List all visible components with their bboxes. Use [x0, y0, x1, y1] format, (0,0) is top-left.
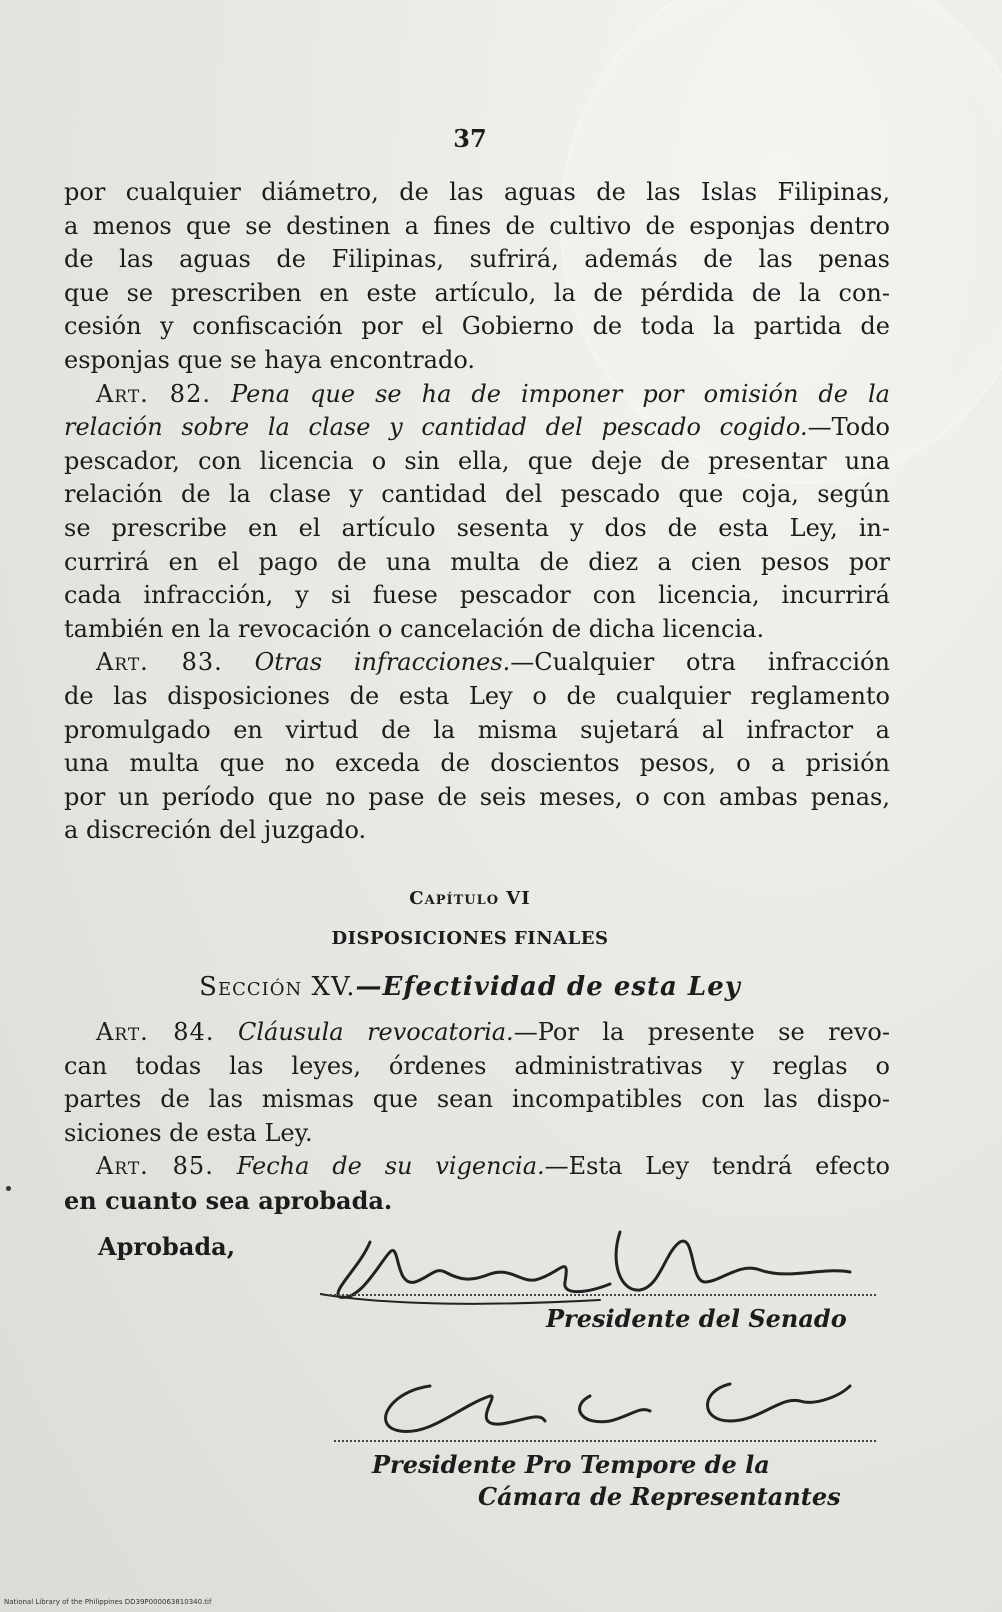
text-line: por un período que no pase de seis meses, o con ambas penas,: [64, 782, 890, 811]
page-number: 37: [453, 124, 487, 153]
text-line: currirá en el pago de una multa de diez a cien pesos por: [64, 547, 890, 576]
article-83-heading: [64, 646, 890, 680]
section-heading: [0, 972, 940, 1002]
body-text-upper: [64, 176, 890, 848]
text-line: en cuanto sea aprobada.: [64, 1185, 393, 1215]
text-line: promulgado en virtud de la misma sujetará al infractor a: [64, 715, 890, 744]
text-line: de las disposiciones de esta Ley o de cualquier reglamento: [64, 681, 890, 710]
text-line: a menos que se destinen a fines de cultivo de esponjas dentro: [64, 211, 890, 240]
text-line: a discreción del juzgado.: [64, 816, 367, 845]
article-label: Art. 84.: [96, 1018, 215, 1046]
text-line: por cualquier diámetro, de las aguas de las Islas Filipinas,: [64, 178, 890, 206]
text-line: siciones de esta Ley.: [64, 1118, 313, 1147]
text-line: partes de las mismas que sean incompatibles con las dispo-: [64, 1085, 890, 1114]
chapter-title: DISPOSICIONES FINALES: [331, 928, 609, 949]
article-title: Cláusula revocatoria.: [238, 1018, 514, 1046]
text-line: pescador, con licencia o sin ella, que deje de presentar una: [64, 446, 890, 475]
article-title: Otras infracciones.: [254, 648, 511, 677]
article-label: Art. 83.: [96, 648, 223, 677]
article-label: Art. 85.: [96, 1152, 214, 1181]
article-text: —Esta Ley tendrá efecto: [544, 1152, 890, 1181]
text-line: una multa que no exceda de doscientos pesos, o a prisión: [64, 749, 890, 778]
article-85-heading: [64, 1150, 890, 1184]
approved-label: Aprobada,: [98, 1232, 236, 1261]
article-title: relación sobre la clase y cantidad del pescado cogido.: [64, 413, 808, 442]
article-text: —Por la presente se revo-: [513, 1018, 890, 1046]
article-title: Pena que se ha de imponer por omisión de la: [231, 379, 890, 408]
text-line: cada infracción, y si fuese pescador con licencia, incurrirá: [64, 581, 890, 610]
article-82-heading-cont: [64, 411, 890, 445]
text-line: se prescribe en el artículo sesenta y dos de esta Ley, in-: [64, 513, 890, 542]
text-line: can todas las leyes, órdenes administrativas y reglas o: [64, 1051, 890, 1080]
text-line: también en la revocación o cancelación de dicha licencia.: [64, 614, 765, 643]
house-president-signature: [370, 1366, 870, 1456]
text-line: relación de la clase y cantidad del pescado que coja, según: [64, 480, 890, 509]
article-label: Art. 82.: [96, 379, 211, 408]
article-text: —Cualquier otra infracción: [510, 648, 890, 677]
senate-president-title: Presidente del Senado: [546, 1304, 847, 1333]
section-label: Sección XV.: [199, 972, 356, 1002]
text-line: cesión y confiscación por el Gobierno de toda la partida de: [64, 312, 890, 341]
chapter-heading: Capítulo VI: [409, 888, 531, 909]
article-82-heading: [64, 378, 890, 412]
margin-mark: [6, 1186, 11, 1191]
article-title: Fecha de su vigencia.: [236, 1152, 545, 1181]
article-84-heading: [64, 1016, 890, 1050]
body-text-lower: [64, 1016, 890, 1218]
signature-line: [330, 1294, 876, 1296]
house-president-title: Presidente Pro Tempore de la: [372, 1450, 770, 1479]
text-line: que se prescriben en este artículo, la de pérdida de la con-: [64, 278, 890, 307]
text-line: esponjas que se haya encontrado.: [64, 345, 475, 374]
signature-line: [334, 1440, 876, 1442]
house-president-title-cont: Cámara de Representantes: [478, 1482, 841, 1511]
senate-president-signature: [320, 1212, 880, 1312]
article-text: —Todo: [807, 413, 890, 442]
footer-note: National Library of the Philippines DD39P000063810340.tif: [4, 1598, 212, 1606]
text-line: de las aguas de Filipinas, sufrirá, además de las penas: [64, 245, 890, 274]
section-title: —Efectividad de esta Ley: [355, 972, 741, 1002]
